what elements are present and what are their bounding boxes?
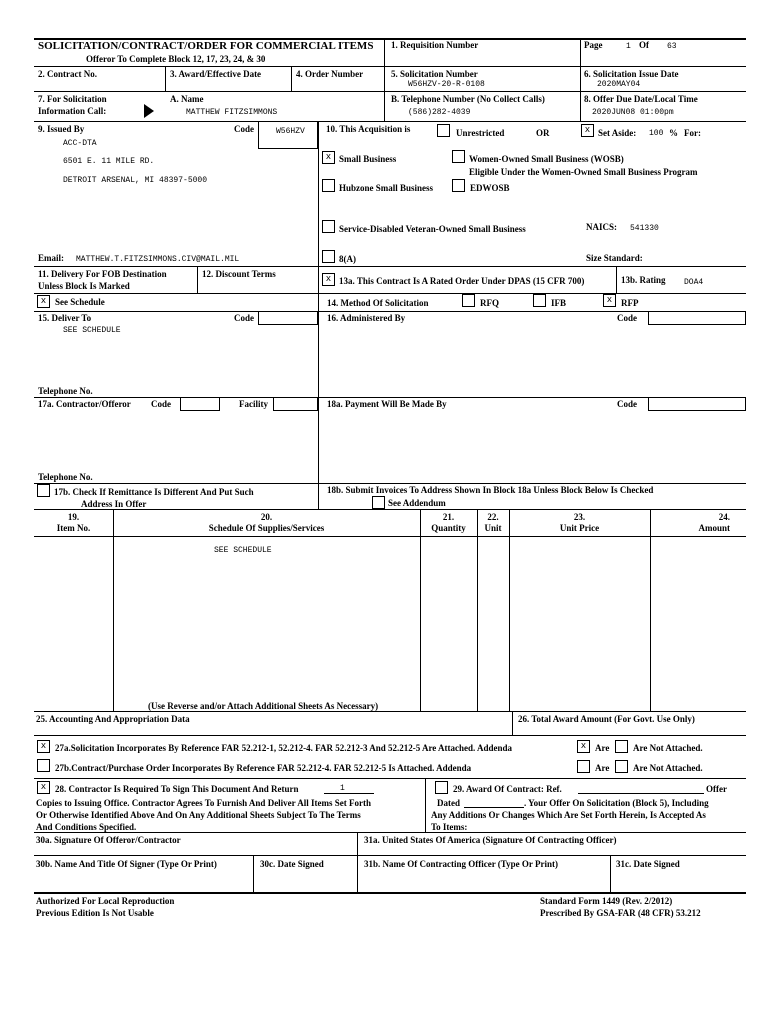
wosb-checkbox[interactable] bbox=[452, 150, 465, 163]
rated-order-label: 13a. This Contract Is A Rated Order Under DPAS (15 CFR 700) bbox=[339, 276, 585, 286]
footer-left-2: Previous Edition Is Not Usable bbox=[36, 908, 154, 918]
8a-checkbox[interactable] bbox=[322, 250, 335, 263]
signature-officer-label: 31a. United States Of America (Signature Of Contracting Officer) bbox=[364, 835, 617, 845]
27a-are-label: Are bbox=[595, 743, 610, 753]
ref-underline bbox=[578, 793, 704, 794]
col-item-no: Item No. bbox=[56, 523, 91, 533]
small-business-label: Small Business bbox=[339, 154, 397, 164]
delivery-label-2: Unless Block Is Marked bbox=[38, 281, 130, 291]
col-21-num: 21. bbox=[442, 512, 455, 522]
or-label: OR bbox=[536, 128, 550, 138]
contract-no-label: 2. Contract No. bbox=[38, 69, 97, 79]
footer-right-1: Standard Form 1449 (Rev. 2/2012) bbox=[540, 896, 673, 906]
payment-code-label: Code bbox=[617, 399, 637, 409]
issue-date-label: 6. Solicitation Issue Date bbox=[584, 69, 679, 79]
signature-offeror-label: 30a. Signature Of Offeror/Contractor bbox=[36, 835, 181, 845]
issued-code-label: Code bbox=[234, 124, 254, 134]
deliver-code-label: Code bbox=[234, 313, 254, 323]
sdvosb-checkbox[interactable] bbox=[322, 220, 335, 233]
deliver-to-label: 15. Deliver To bbox=[38, 313, 92, 323]
col-amount: Amount bbox=[698, 523, 730, 533]
edwosb-checkbox[interactable] bbox=[452, 179, 465, 192]
col-supplies: Schedule Of Supplies/Services bbox=[208, 523, 325, 533]
set-aside-checkbox[interactable]: x bbox=[581, 124, 594, 137]
acquisition-label: 10. This Acquisition is bbox=[326, 124, 411, 134]
arrow-right-icon bbox=[143, 103, 155, 119]
payment-label: 18a. Payment Will Be Made By bbox=[327, 399, 447, 409]
deliver-telephone-label: Telephone No. bbox=[38, 386, 93, 396]
rated-order-checkbox[interactable]: x bbox=[322, 273, 335, 286]
accounting-label: 25. Accounting And Appropriation Data bbox=[36, 714, 190, 724]
admin-code-label: Code bbox=[617, 313, 637, 323]
col-24-num: 24. bbox=[718, 512, 730, 522]
rating-label: 13b. Rating bbox=[621, 275, 666, 285]
set-aside-label: Set Aside: bbox=[598, 128, 637, 138]
footer-right-2: Prescribed By GSA-FAR (48 CFR) 53.212 bbox=[540, 908, 701, 918]
27b-not-attached-checkbox[interactable] bbox=[615, 760, 628, 773]
col-quantity: Quantity bbox=[431, 523, 466, 533]
hubzone-checkbox[interactable] bbox=[322, 179, 335, 192]
method-label: 14. Method Of Solicitation bbox=[327, 298, 429, 308]
27b-label: 27b.Contract/Purchase Order Incorporates By Reference FAR 52.212-4. FAR 52.212-5 Is Attached. Addenda bbox=[55, 763, 472, 773]
info-call-label-1: 7. For Solicitation bbox=[38, 94, 107, 104]
footer-left-1: Authorized For Local Reproduction bbox=[36, 896, 175, 906]
officer-name-label: 31b. Name Of Contracting Officer (Type Or Print) bbox=[364, 859, 558, 869]
27b-not-attached-label: Are Not Attached. bbox=[633, 763, 703, 773]
rating-value: DOA4 bbox=[684, 278, 704, 287]
unrestricted-checkbox[interactable] bbox=[437, 124, 450, 137]
issued-line-3: DETROIT ARSENAL, MI 48397-5000 bbox=[63, 176, 208, 185]
contractor-code-label: Code bbox=[151, 399, 171, 409]
27b-are-label: Are bbox=[595, 763, 610, 773]
dated-underline bbox=[464, 807, 524, 808]
contractor-label: 17a. Contractor/Offeror bbox=[38, 399, 131, 409]
28-label-4: And Conditions Specified. bbox=[36, 822, 137, 832]
27a-not-attached-checkbox[interactable] bbox=[615, 740, 628, 753]
issued-by-label: 9. Issued By bbox=[38, 124, 85, 134]
signer-date-label: 30c. Date Signed bbox=[260, 859, 324, 869]
rfp-label: RFP bbox=[621, 298, 639, 308]
see-schedule-checkbox[interactable]: x bbox=[37, 295, 50, 308]
schedule-value: SEE SCHEDULE bbox=[214, 546, 272, 555]
signer-name-label: 30b. Name And Title Of Signer (Type Or Print) bbox=[36, 859, 217, 869]
info-call-label-2: Information Call: bbox=[38, 106, 107, 116]
discount-terms-label: 12. Discount Terms bbox=[202, 269, 276, 279]
set-aside-percent: 100 bbox=[649, 129, 664, 138]
wosb-eligible-label: Eligible Under the Women-Owned Small Business Program bbox=[469, 167, 698, 177]
total-award-label: 26. Total Award Amount (For Govt. Use Only) bbox=[518, 714, 695, 724]
27a-not-attached-label: Are Not Attached. bbox=[633, 743, 703, 753]
page-number: 1 bbox=[626, 42, 631, 51]
28-label-1: 28. Contractor Is Required To Sign This Document And Return bbox=[55, 784, 299, 794]
officer-date-label: 31c. Date Signed bbox=[616, 859, 680, 869]
size-standard-label: Size Standard: bbox=[586, 253, 643, 263]
col-20-num: 20. bbox=[260, 512, 273, 522]
phone-label: B. Telephone Number (No Collect Calls) bbox=[391, 94, 545, 104]
hubzone-label: Hubzone Small Business bbox=[339, 183, 434, 193]
col-22-num: 22. bbox=[487, 512, 499, 522]
form-subtitle: Offeror To Complete Block 12, 17, 23, 24, & 30 bbox=[86, 54, 266, 64]
28-label-2: Copies to Issuing Office. Contractor Agrees To Furnish And Deliver All Items Set Forth bbox=[36, 798, 371, 808]
solicitation-number: W56HZV-20-R-0108 bbox=[408, 80, 485, 89]
27b-checkbox[interactable] bbox=[37, 759, 50, 772]
percent-sign: % bbox=[669, 128, 678, 138]
addendum-checkbox[interactable] bbox=[372, 496, 385, 509]
rfq-label: RFQ bbox=[480, 298, 499, 308]
for-label: For: bbox=[684, 128, 701, 138]
col-unit: Unit bbox=[484, 523, 502, 533]
deliver-to-value: SEE SCHEDULE bbox=[63, 326, 121, 335]
unrestricted-label: Unrestricted bbox=[456, 128, 505, 138]
form-title: SOLICITATION/CONTRACT/ORDER FOR COMMERCIAL ITEMS bbox=[38, 40, 374, 52]
29-label-4: To Items: bbox=[431, 822, 468, 832]
copies-count: 1 bbox=[340, 784, 345, 793]
requisition-label: 1. Requisition Number bbox=[391, 40, 479, 50]
solicitation-number-label: 5. Solicitation Number bbox=[391, 69, 478, 79]
col-23-num: 23. bbox=[573, 512, 586, 522]
29-label-2: . Your Offer On Solicitation (Block 5), Including bbox=[524, 798, 709, 808]
remittance-label-2: Address In Offer bbox=[81, 499, 147, 509]
issue-date: 2020MAY04 bbox=[597, 80, 641, 89]
addendum-label: See Addendum bbox=[388, 498, 446, 508]
27a-checkbox[interactable]: x bbox=[37, 740, 50, 753]
facility-label: Facility bbox=[239, 399, 268, 409]
8a-label: 8(A) bbox=[339, 254, 356, 264]
29-label-1: 29. Award Of Contract: Ref. bbox=[453, 784, 562, 794]
29-dated-label: Dated bbox=[437, 798, 460, 808]
contact-name: MATTHEW FITZSIMMONS bbox=[186, 108, 278, 117]
email: MATTHEW.T.FITZSIMMONS.CIV@MAIL.MIL bbox=[76, 255, 240, 264]
sdvosb-label: Service-Disabled Veteran-Owned Small Business bbox=[339, 224, 526, 234]
email-label: Email: bbox=[38, 253, 64, 263]
29-offer-label: Offer bbox=[706, 784, 727, 794]
28-label-3: Or Otherwise Identified Above And On Any Additional Sheets Subject To The Terms bbox=[36, 810, 361, 820]
29-checkbox[interactable] bbox=[435, 781, 448, 794]
rfp-checkbox[interactable]: x bbox=[603, 294, 616, 307]
invoice-label: 18b. Submit Invoices To Address Shown In Block 18a Unless Block Below Is Checked bbox=[327, 485, 654, 495]
schedule-note: (Use Reverse and/or Attach Additional Sheets As Necessary) bbox=[148, 701, 379, 711]
col-unit-price: Unit Price bbox=[559, 523, 600, 533]
29-label-3: Any Additions Or Changes Which Are Set Forth Herein, Is Accepted As bbox=[431, 810, 706, 820]
rfq-checkbox[interactable] bbox=[462, 294, 475, 307]
page-label: Page bbox=[584, 40, 603, 50]
27a-label: 27a.Solicitation Incorporates By Reference FAR 52.212-1, 52.212-4. FAR 52.212-3 And 52.212-5 Are Attached. Addenda bbox=[55, 743, 513, 753]
delivery-label-1: 11. Delivery For FOB Destination bbox=[38, 269, 167, 279]
small-business-checkbox[interactable]: x bbox=[322, 151, 335, 164]
contractor-telephone-label: Telephone No. bbox=[38, 472, 93, 482]
issued-line-1: ACC-DTA bbox=[63, 139, 97, 148]
ifb-checkbox[interactable] bbox=[533, 294, 546, 307]
page-total: 63 bbox=[667, 42, 677, 51]
27a-are-checkbox[interactable]: x bbox=[577, 740, 590, 753]
award-date-label: 3. Award/Effective Date bbox=[170, 69, 262, 79]
order-number-label: 4. Order Number bbox=[296, 69, 364, 79]
wosb-label: Women-Owned Small Business (WOSB) bbox=[469, 154, 624, 164]
edwosb-label: EDWOSB bbox=[470, 183, 510, 193]
ifb-label: IFB bbox=[551, 298, 567, 308]
copies-underline bbox=[324, 793, 374, 794]
naics-code: 541330 bbox=[630, 224, 659, 233]
contact-phone: (586)282-4039 bbox=[408, 108, 471, 117]
remittance-checkbox[interactable] bbox=[37, 484, 50, 497]
issued-line-2: 6501 E. 11 MILE RD. bbox=[63, 157, 155, 166]
administered-by-label: 16. Administered By bbox=[327, 313, 406, 323]
offer-due-label: 8. Offer Due Date/Local Time bbox=[584, 94, 698, 104]
naics-label: NAICS: bbox=[586, 222, 618, 232]
28-checkbox[interactable]: x bbox=[37, 781, 50, 794]
offer-due: 2020JUN08 01:00pm bbox=[592, 108, 674, 117]
27b-are-checkbox[interactable] bbox=[577, 760, 590, 773]
issued-code: W56HZV bbox=[276, 127, 305, 136]
col-19-num: 19. bbox=[67, 512, 80, 522]
name-label: A. Name bbox=[170, 94, 204, 104]
remittance-label-1: 17b. Check If Remittance Is Different And Put Such bbox=[54, 487, 254, 497]
of-label: Of bbox=[639, 40, 649, 50]
see-schedule-label: See Schedule bbox=[55, 297, 105, 307]
